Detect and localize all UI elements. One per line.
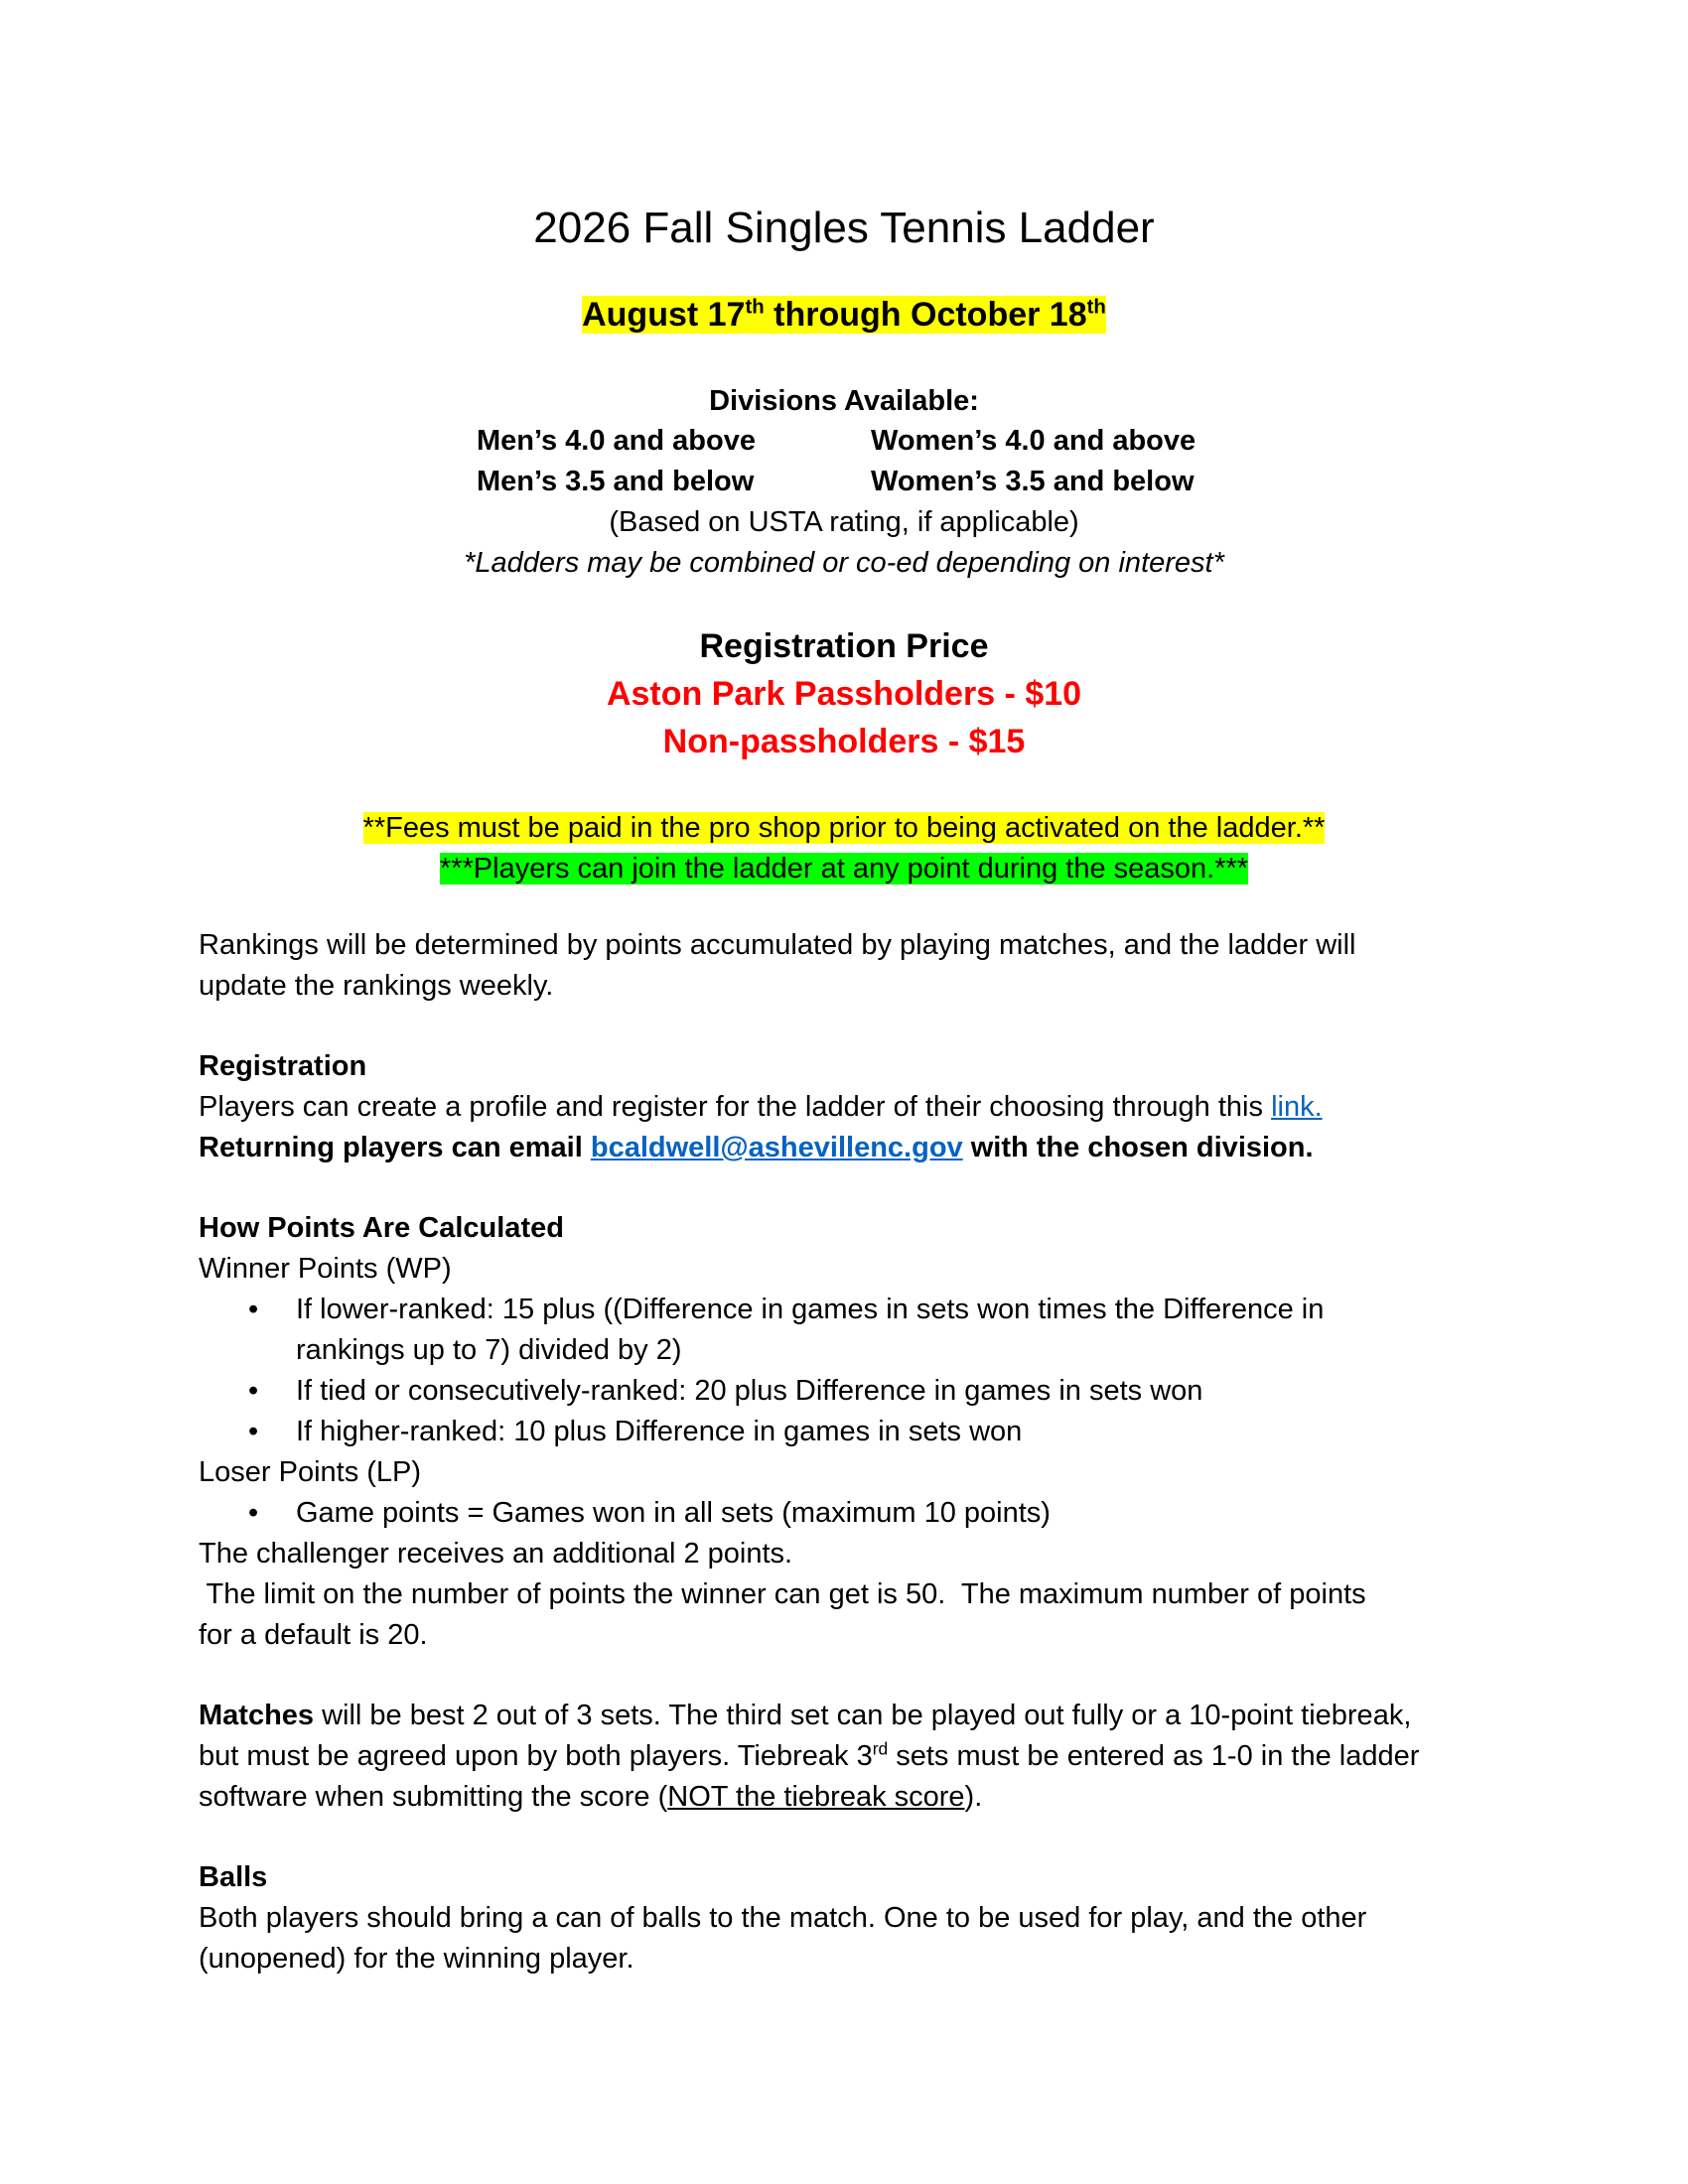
winner-points-label: Winner Points (WP)	[199, 1253, 452, 1285]
bullet-icon: •	[248, 1375, 259, 1407]
passholder-price: Aston Park Passholders - $10	[606, 675, 1082, 713]
email-link[interactable]: bcaldwell@ashevillenc.gov	[590, 1132, 963, 1163]
join-notice-text: ***Players can join the ladder at any point during the season.***	[439, 853, 1249, 885]
start-date: August 17	[582, 296, 746, 334]
rating-note: (Based on USTA rating, if applicable)	[609, 506, 1079, 538]
start-date-suffix: th	[745, 296, 765, 319]
registration-price-heading: Registration Price	[699, 627, 989, 665]
points-heading: How Points Are Calculated	[199, 1212, 564, 1244]
end-date-suffix: th	[1086, 296, 1106, 319]
loser-points-label: Loser Points (LP)	[199, 1456, 422, 1488]
winner-bullet-lower: If lower-ranked: 15 plus ((Difference in games in sets won times the Difference in	[296, 1294, 1325, 1325]
limit-line-2: for a default is 20.	[199, 1619, 428, 1651]
season-dates-highlight	[582, 296, 1106, 334]
balls-heading: Balls	[199, 1861, 268, 1893]
matches-line-1	[199, 1696, 1519, 1736]
limit-line-1: The limit on the number of points the winner can get is 50. The maximum number of points	[199, 1578, 1366, 1610]
winner-bullet-higher: If higher-ranked: 10 plus Difference in games in sets won	[296, 1416, 1023, 1447]
registration-line-2	[199, 1128, 1519, 1168]
matches-line-2-post: sets must be entered as 1-0 in the ladder	[888, 1740, 1420, 1772]
matches-line-3	[199, 1777, 1519, 1818]
third-set-suffix: rd	[872, 1738, 889, 1759]
not-tiebreak-score: NOT the tiebreak score	[667, 1781, 965, 1813]
fees-notice-text: **Fees must be paid in the pro shop prior to being activated on the ladder.**	[362, 812, 1326, 844]
matches-line-3-post: ).	[964, 1781, 983, 1813]
division-womens-high: Women’s 4.0 and above	[871, 425, 1196, 457]
division-womens-low: Women’s 3.5 and below	[871, 466, 1195, 497]
registration-line-1	[199, 1087, 1519, 1128]
chosen-division-text: with the chosen division.	[962, 1132, 1314, 1163]
winner-bullet-lower-cont: rankings up to 7) divided by 2)	[296, 1334, 682, 1366]
returning-players-text: Returning players can email	[199, 1132, 591, 1163]
bullet-icon: •	[248, 1497, 259, 1529]
fees-notice	[0, 812, 1688, 845]
loser-bullet: Game points = Games won in all sets (maximum 10 points)	[296, 1497, 1051, 1529]
matches-line-1-text: will be best 2 out of 3 sets. The third set can be played out fully or a 10-point tiebreak,	[314, 1700, 1412, 1731]
division-mens-low: Men’s 3.5 and below	[477, 466, 755, 497]
registration-link[interactable]: link.	[1271, 1091, 1323, 1123]
divisions-heading: Divisions Available:	[709, 385, 979, 417]
rankings-line-2: update the rankings weekly.	[199, 970, 554, 1002]
registration-heading: Registration	[199, 1050, 367, 1082]
bullet-icon: •	[248, 1416, 259, 1447]
matches-line-2	[199, 1736, 1519, 1777]
matches-line-3-pre: software when submitting the score (	[199, 1781, 668, 1813]
registration-line-1-text: Players can create a profile and register for the ladder of their choosing through this	[199, 1091, 1272, 1123]
combine-note: *Ladders may be combined or co-ed depending on interest*	[464, 547, 1224, 579]
matches-line-2-pre: but must be agreed upon by both players. Tiebreak 3	[199, 1740, 873, 1772]
end-date: through October 18	[764, 296, 1087, 334]
winner-bullet-tied: If tied or consecutively-ranked: 20 plus Difference in games in sets won	[296, 1375, 1203, 1407]
division-mens-high: Men’s 4.0 and above	[477, 425, 756, 457]
season-dates	[0, 296, 1688, 335]
document-title: 2026 Fall Singles Tennis Ladder	[533, 204, 1155, 252]
challenger-note: The challenger receives an additional 2 points.	[199, 1538, 793, 1570]
bullet-icon: •	[248, 1294, 259, 1325]
join-notice	[0, 853, 1688, 886]
matches-heading: Matches	[199, 1700, 315, 1731]
balls-line-2: (unopened) for the winning player.	[199, 1943, 634, 1975]
balls-line-1: Both players should bring a can of balls to the match. One to be used for play, and the other	[199, 1902, 1367, 1934]
non-passholder-price: Non-passholders - $15	[662, 723, 1026, 760]
rankings-line-1: Rankings will be determined by points accumulated by playing matches, and the ladder will	[199, 929, 1356, 961]
